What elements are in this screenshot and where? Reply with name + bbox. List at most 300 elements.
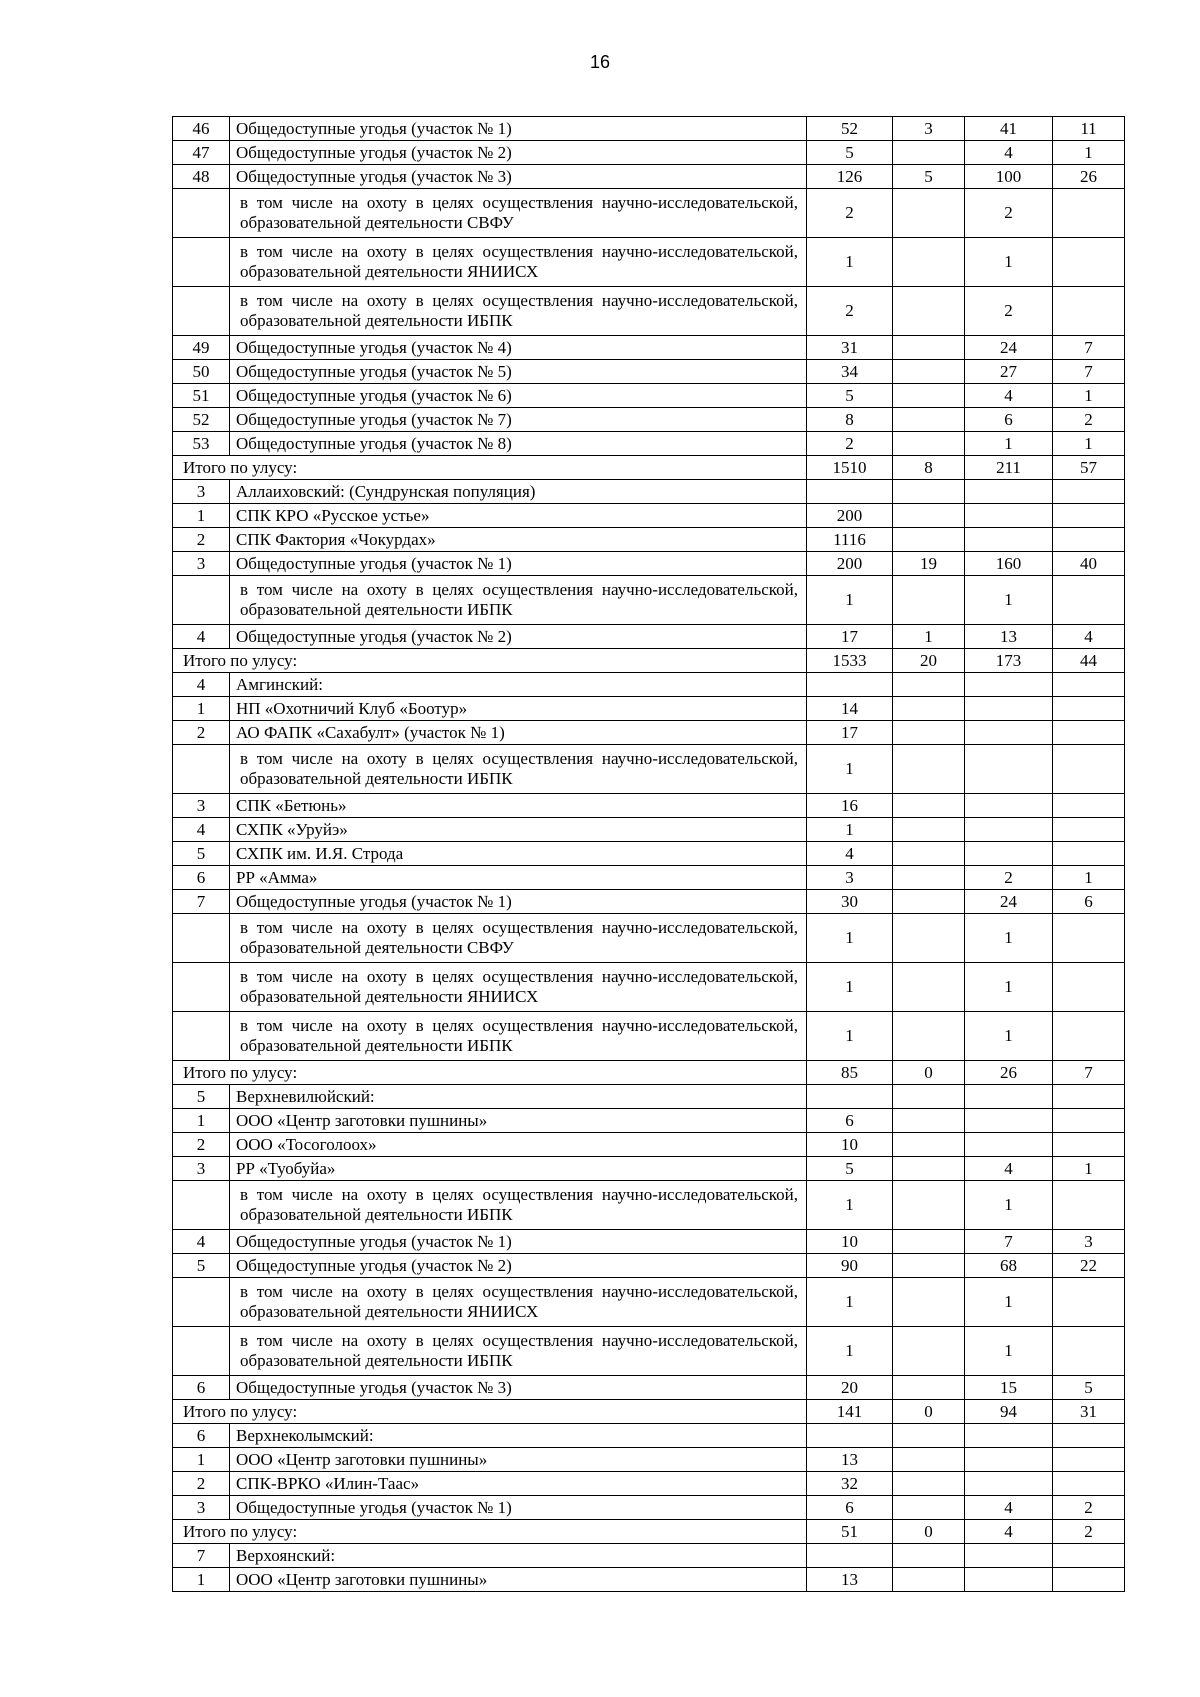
row-number: 47 bbox=[173, 141, 230, 165]
row-number: 2 bbox=[173, 721, 230, 745]
table-row bbox=[173, 1472, 1125, 1496]
value-cell-1: 1 bbox=[807, 1327, 893, 1376]
value-cell-4 bbox=[1053, 1448, 1125, 1472]
row-number bbox=[173, 287, 230, 336]
row-name: в том числе на охоту в целях осуществления научно-исследовательской, образовательной деятельности ИБПК bbox=[230, 745, 807, 794]
row-name: Общедоступные угодья (участок № 8) bbox=[230, 432, 807, 456]
value-cell-3: 26 bbox=[965, 1061, 1053, 1085]
value-cell-3: 7 bbox=[965, 1230, 1053, 1254]
subitem-row bbox=[173, 745, 1125, 794]
value-cell-1: 16 bbox=[807, 794, 893, 818]
value-cell-3: 27 bbox=[965, 360, 1053, 384]
table-row bbox=[173, 818, 1125, 842]
row-number: 5 bbox=[173, 1085, 230, 1109]
value-cell-1: 10 bbox=[807, 1133, 893, 1157]
row-number: 7 bbox=[173, 1544, 230, 1568]
row-name: СПК «Бетюнь» bbox=[230, 794, 807, 818]
value-cell-4: 44 bbox=[1053, 649, 1125, 673]
value-cell-1: 2 bbox=[807, 432, 893, 456]
value-cell-2: 0 bbox=[893, 1400, 965, 1424]
value-cell-4: 26 bbox=[1053, 165, 1125, 189]
value-cell-4 bbox=[1053, 1278, 1125, 1327]
value-cell-2 bbox=[893, 1448, 965, 1472]
value-cell-1: 20 bbox=[807, 1376, 893, 1400]
value-cell-3: 1 bbox=[965, 914, 1053, 963]
row-name: ООО «Центр заготовки пушнины» bbox=[230, 1448, 807, 1472]
value-cell-4: 11 bbox=[1053, 117, 1125, 141]
value-cell-4 bbox=[1053, 963, 1125, 1012]
row-name: Верхнеколымский: bbox=[230, 1424, 807, 1448]
value-cell-4: 1 bbox=[1053, 432, 1125, 456]
value-cell-3: 6 bbox=[965, 408, 1053, 432]
row-name: Общедоступные угодья (участок № 7) bbox=[230, 408, 807, 432]
value-cell-1: 1 bbox=[807, 238, 893, 287]
row-name: Общедоступные угодья (участок № 1) bbox=[230, 552, 807, 576]
subitem-row bbox=[173, 1327, 1125, 1376]
row-name: в том числе на охоту в целях осуществления научно-исследовательской, образовательной деятельности ИБПК bbox=[230, 576, 807, 625]
value-cell-4: 5 bbox=[1053, 1376, 1125, 1400]
value-cell-3 bbox=[965, 1544, 1053, 1568]
value-cell-3 bbox=[965, 721, 1053, 745]
row-name: ООО «Центр заготовки пушнины» bbox=[230, 1109, 807, 1133]
value-cell-4: 3 bbox=[1053, 1230, 1125, 1254]
value-cell-2 bbox=[893, 432, 965, 456]
value-cell-3: 1 bbox=[965, 432, 1053, 456]
value-cell-1: 4 bbox=[807, 842, 893, 866]
value-cell-4 bbox=[1053, 1012, 1125, 1061]
value-cell-1: 1510 bbox=[807, 456, 893, 480]
value-cell-3 bbox=[965, 1133, 1053, 1157]
row-number bbox=[173, 745, 230, 794]
value-cell-1: 200 bbox=[807, 504, 893, 528]
value-cell-2 bbox=[893, 360, 965, 384]
table-row bbox=[173, 890, 1125, 914]
row-number bbox=[173, 1012, 230, 1061]
value-cell-1: 51 bbox=[807, 1520, 893, 1544]
value-cell-2 bbox=[893, 1109, 965, 1133]
row-number bbox=[173, 1278, 230, 1327]
value-cell-1: 10 bbox=[807, 1230, 893, 1254]
table-row bbox=[173, 794, 1125, 818]
quota-table bbox=[172, 116, 1125, 1592]
row-name: РР «Туобуйа» bbox=[230, 1157, 807, 1181]
value-cell-3: 2 bbox=[965, 189, 1053, 238]
value-cell-2 bbox=[893, 1085, 965, 1109]
value-cell-4 bbox=[1053, 818, 1125, 842]
value-cell-1: 31 bbox=[807, 336, 893, 360]
row-name: Общедоступные угодья (участок № 3) bbox=[230, 165, 807, 189]
value-cell-1 bbox=[807, 480, 893, 504]
total-label: Итого по улусу: bbox=[173, 456, 807, 480]
row-number bbox=[173, 576, 230, 625]
value-cell-3: 100 bbox=[965, 165, 1053, 189]
row-name: в том числе на охоту в целях осуществления научно-исследовательской, образовательной деятельности ЯНИИСХ bbox=[230, 963, 807, 1012]
value-cell-2 bbox=[893, 287, 965, 336]
row-name: ООО «Центр заготовки пушнины» bbox=[230, 1568, 807, 1592]
table-row bbox=[173, 1544, 1125, 1568]
value-cell-1: 13 bbox=[807, 1568, 893, 1592]
row-number: 3 bbox=[173, 552, 230, 576]
row-number: 52 bbox=[173, 408, 230, 432]
value-cell-4: 22 bbox=[1053, 1254, 1125, 1278]
table-row bbox=[173, 1109, 1125, 1133]
row-name: Амгинский: bbox=[230, 673, 807, 697]
value-cell-1: 1 bbox=[807, 1012, 893, 1061]
total-row bbox=[173, 1520, 1125, 1544]
value-cell-1: 6 bbox=[807, 1109, 893, 1133]
value-cell-2 bbox=[893, 1424, 965, 1448]
value-cell-3: 1 bbox=[965, 576, 1053, 625]
value-cell-2 bbox=[893, 576, 965, 625]
value-cell-3 bbox=[965, 1085, 1053, 1109]
value-cell-4 bbox=[1053, 528, 1125, 552]
value-cell-4: 7 bbox=[1053, 336, 1125, 360]
value-cell-2: 19 bbox=[893, 552, 965, 576]
row-number: 50 bbox=[173, 360, 230, 384]
table-row bbox=[173, 141, 1125, 165]
value-cell-2 bbox=[893, 1472, 965, 1496]
value-cell-4 bbox=[1053, 238, 1125, 287]
table-row bbox=[173, 1496, 1125, 1520]
value-cell-1: 200 bbox=[807, 552, 893, 576]
subitem-row bbox=[173, 963, 1125, 1012]
value-cell-1: 1 bbox=[807, 818, 893, 842]
value-cell-3: 1 bbox=[965, 963, 1053, 1012]
value-cell-4: 31 bbox=[1053, 1400, 1125, 1424]
total-label: Итого по улусу: bbox=[173, 1061, 807, 1085]
value-cell-3 bbox=[965, 1424, 1053, 1448]
subitem-row bbox=[173, 238, 1125, 287]
row-name: Общедоступные угодья (участок № 1) bbox=[230, 890, 807, 914]
value-cell-2 bbox=[893, 1568, 965, 1592]
value-cell-4: 7 bbox=[1053, 1061, 1125, 1085]
table-row bbox=[173, 1448, 1125, 1472]
row-number bbox=[173, 963, 230, 1012]
row-name: Общедоступные угодья (участок № 1) bbox=[230, 1230, 807, 1254]
table-row bbox=[173, 1424, 1125, 1448]
value-cell-4 bbox=[1053, 721, 1125, 745]
row-number bbox=[173, 238, 230, 287]
row-number: 48 bbox=[173, 165, 230, 189]
table-row bbox=[173, 625, 1125, 649]
row-number bbox=[173, 1327, 230, 1376]
row-number: 1 bbox=[173, 1448, 230, 1472]
row-number: 4 bbox=[173, 625, 230, 649]
value-cell-4 bbox=[1053, 842, 1125, 866]
value-cell-3 bbox=[965, 673, 1053, 697]
value-cell-1: 17 bbox=[807, 625, 893, 649]
subitem-row bbox=[173, 1181, 1125, 1230]
value-cell-3: 24 bbox=[965, 890, 1053, 914]
table-row bbox=[173, 480, 1125, 504]
value-cell-2 bbox=[893, 1376, 965, 1400]
value-cell-1: 2 bbox=[807, 287, 893, 336]
value-cell-3: 13 bbox=[965, 625, 1053, 649]
row-name: Общедоступные угодья (участок № 1) bbox=[230, 117, 807, 141]
value-cell-2 bbox=[893, 673, 965, 697]
value-cell-3 bbox=[965, 480, 1053, 504]
value-cell-1 bbox=[807, 673, 893, 697]
value-cell-1: 2 bbox=[807, 189, 893, 238]
row-number: 6 bbox=[173, 866, 230, 890]
value-cell-3 bbox=[965, 504, 1053, 528]
value-cell-2: 0 bbox=[893, 1061, 965, 1085]
value-cell-1: 32 bbox=[807, 1472, 893, 1496]
value-cell-3: 173 bbox=[965, 649, 1053, 673]
value-cell-4 bbox=[1053, 914, 1125, 963]
value-cell-1 bbox=[807, 1424, 893, 1448]
value-cell-1: 126 bbox=[807, 165, 893, 189]
table-row bbox=[173, 336, 1125, 360]
table-row bbox=[173, 1085, 1125, 1109]
value-cell-3: 160 bbox=[965, 552, 1053, 576]
row-name: в том числе на охоту в целях осуществления научно-исследовательской, образовательной деятельности СВФУ bbox=[230, 914, 807, 963]
row-name: в том числе на охоту в целях осуществления научно-исследовательской, образовательной деятельности ИБПК bbox=[230, 1327, 807, 1376]
row-name: ООО «Тосоголоох» bbox=[230, 1133, 807, 1157]
value-cell-1: 17 bbox=[807, 721, 893, 745]
total-label: Итого по улусу: bbox=[173, 1520, 807, 1544]
table-row bbox=[173, 1254, 1125, 1278]
table-row bbox=[173, 165, 1125, 189]
value-cell-1: 1 bbox=[807, 1181, 893, 1230]
row-number: 1 bbox=[173, 504, 230, 528]
value-cell-4 bbox=[1053, 745, 1125, 794]
row-number: 4 bbox=[173, 818, 230, 842]
row-number: 6 bbox=[173, 1424, 230, 1448]
row-name: Общедоступные угодья (участок № 6) bbox=[230, 384, 807, 408]
value-cell-2 bbox=[893, 890, 965, 914]
value-cell-1: 14 bbox=[807, 697, 893, 721]
subitem-row bbox=[173, 1012, 1125, 1061]
value-cell-1 bbox=[807, 1085, 893, 1109]
value-cell-1: 6 bbox=[807, 1496, 893, 1520]
value-cell-2 bbox=[893, 238, 965, 287]
value-cell-1: 141 bbox=[807, 1400, 893, 1424]
row-name: СПК-ВРКО «Илин-Таас» bbox=[230, 1472, 807, 1496]
value-cell-2 bbox=[893, 963, 965, 1012]
value-cell-4 bbox=[1053, 576, 1125, 625]
value-cell-1: 1 bbox=[807, 576, 893, 625]
row-name: в том числе на охоту в целях осуществления научно-исследовательской, образовательной деятельности СВФУ bbox=[230, 189, 807, 238]
value-cell-2 bbox=[893, 1230, 965, 1254]
value-cell-3: 4 bbox=[965, 1496, 1053, 1520]
value-cell-1: 1 bbox=[807, 745, 893, 794]
value-cell-2 bbox=[893, 408, 965, 432]
value-cell-1: 5 bbox=[807, 141, 893, 165]
row-number: 4 bbox=[173, 1230, 230, 1254]
value-cell-4: 40 bbox=[1053, 552, 1125, 576]
row-number: 3 bbox=[173, 1496, 230, 1520]
value-cell-3 bbox=[965, 697, 1053, 721]
value-cell-3 bbox=[965, 842, 1053, 866]
value-cell-3: 1 bbox=[965, 238, 1053, 287]
value-cell-1: 30 bbox=[807, 890, 893, 914]
value-cell-4: 1 bbox=[1053, 141, 1125, 165]
value-cell-4 bbox=[1053, 1109, 1125, 1133]
value-cell-1: 1533 bbox=[807, 649, 893, 673]
row-number: 1 bbox=[173, 1568, 230, 1592]
row-number: 51 bbox=[173, 384, 230, 408]
table-row bbox=[173, 721, 1125, 745]
row-number: 53 bbox=[173, 432, 230, 456]
value-cell-2 bbox=[893, 866, 965, 890]
value-cell-2 bbox=[893, 189, 965, 238]
row-name: Общедоступные угодья (участок № 2) bbox=[230, 141, 807, 165]
value-cell-4 bbox=[1053, 1568, 1125, 1592]
value-cell-2 bbox=[893, 794, 965, 818]
row-number: 2 bbox=[173, 1133, 230, 1157]
value-cell-2 bbox=[893, 1012, 965, 1061]
row-name: РР «Амма» bbox=[230, 866, 807, 890]
value-cell-4: 2 bbox=[1053, 1496, 1125, 1520]
row-name: Общедоступные угодья (участок № 4) bbox=[230, 336, 807, 360]
row-name: НП «Охотничий Клуб «Боотур» bbox=[230, 697, 807, 721]
value-cell-4: 2 bbox=[1053, 408, 1125, 432]
value-cell-2: 5 bbox=[893, 165, 965, 189]
value-cell-3: 4 bbox=[965, 1520, 1053, 1544]
row-name: СХПК «Уруйэ» bbox=[230, 818, 807, 842]
value-cell-4 bbox=[1053, 1181, 1125, 1230]
value-cell-2 bbox=[893, 1133, 965, 1157]
row-name: в том числе на охоту в целях осуществления научно-исследовательской, образовательной деятельности ЯНИИСХ bbox=[230, 238, 807, 287]
row-name: Верхоянский: bbox=[230, 1544, 807, 1568]
value-cell-3: 1 bbox=[965, 1012, 1053, 1061]
subitem-row bbox=[173, 1278, 1125, 1327]
row-name: Верхневилюйский: bbox=[230, 1085, 807, 1109]
table-row bbox=[173, 1376, 1125, 1400]
subitem-row bbox=[173, 189, 1125, 238]
value-cell-3: 15 bbox=[965, 1376, 1053, 1400]
value-cell-3: 94 bbox=[965, 1400, 1053, 1424]
value-cell-3 bbox=[965, 528, 1053, 552]
value-cell-2 bbox=[893, 745, 965, 794]
value-cell-1: 90 bbox=[807, 1254, 893, 1278]
value-cell-4 bbox=[1053, 504, 1125, 528]
value-cell-4 bbox=[1053, 1544, 1125, 1568]
value-cell-4 bbox=[1053, 794, 1125, 818]
value-cell-4: 2 bbox=[1053, 1520, 1125, 1544]
value-cell-2 bbox=[893, 1496, 965, 1520]
value-cell-1: 1 bbox=[807, 1278, 893, 1327]
value-cell-3 bbox=[965, 818, 1053, 842]
table-row bbox=[173, 117, 1125, 141]
value-cell-3: 4 bbox=[965, 384, 1053, 408]
table-row bbox=[173, 842, 1125, 866]
value-cell-3 bbox=[965, 1448, 1053, 1472]
table-row bbox=[173, 384, 1125, 408]
row-name: Общедоступные угодья (участок № 1) bbox=[230, 1496, 807, 1520]
page-number: 16 bbox=[589, 52, 611, 72]
row-number bbox=[173, 1181, 230, 1230]
value-cell-3: 68 bbox=[965, 1254, 1053, 1278]
row-name: Аллаиховский: (Сундрунская популяция) bbox=[230, 480, 807, 504]
value-cell-1 bbox=[807, 1544, 893, 1568]
subitem-row bbox=[173, 576, 1125, 625]
value-cell-2: 0 bbox=[893, 1520, 965, 1544]
value-cell-4 bbox=[1053, 189, 1125, 238]
value-cell-1: 1 bbox=[807, 914, 893, 963]
total-row bbox=[173, 649, 1125, 673]
value-cell-2 bbox=[893, 697, 965, 721]
value-cell-2 bbox=[893, 1278, 965, 1327]
row-number: 49 bbox=[173, 336, 230, 360]
table-row bbox=[173, 504, 1125, 528]
row-number: 1 bbox=[173, 1109, 230, 1133]
row-name: СХПК им. И.Я. Строда bbox=[230, 842, 807, 866]
value-cell-2: 1 bbox=[893, 625, 965, 649]
table-row bbox=[173, 432, 1125, 456]
value-cell-1: 1 bbox=[807, 963, 893, 1012]
value-cell-1: 34 bbox=[807, 360, 893, 384]
row-number bbox=[173, 914, 230, 963]
table-row bbox=[173, 552, 1125, 576]
row-number: 5 bbox=[173, 842, 230, 866]
value-cell-2: 8 bbox=[893, 456, 965, 480]
table-row bbox=[173, 1568, 1125, 1592]
value-cell-3 bbox=[965, 1568, 1053, 1592]
table-row bbox=[173, 866, 1125, 890]
row-number: 46 bbox=[173, 117, 230, 141]
row-number: 3 bbox=[173, 1157, 230, 1181]
value-cell-2 bbox=[893, 384, 965, 408]
row-name: Общедоступные угодья (участок № 2) bbox=[230, 1254, 807, 1278]
value-cell-1: 13 bbox=[807, 1448, 893, 1472]
row-name: СПК КРО «Русское устье» bbox=[230, 504, 807, 528]
value-cell-4: 7 bbox=[1053, 360, 1125, 384]
value-cell-3 bbox=[965, 1472, 1053, 1496]
value-cell-2 bbox=[893, 1181, 965, 1230]
table-row bbox=[173, 1157, 1125, 1181]
row-name: Общедоступные угодья (участок № 2) bbox=[230, 625, 807, 649]
value-cell-2 bbox=[893, 504, 965, 528]
value-cell-2 bbox=[893, 1254, 965, 1278]
value-cell-3: 1 bbox=[965, 1278, 1053, 1327]
value-cell-4 bbox=[1053, 1133, 1125, 1157]
value-cell-2 bbox=[893, 721, 965, 745]
value-cell-3: 1 bbox=[965, 1181, 1053, 1230]
value-cell-4 bbox=[1053, 1472, 1125, 1496]
value-cell-3 bbox=[965, 794, 1053, 818]
value-cell-4: 57 bbox=[1053, 456, 1125, 480]
row-number: 1 bbox=[173, 697, 230, 721]
value-cell-3: 4 bbox=[965, 141, 1053, 165]
value-cell-1: 5 bbox=[807, 384, 893, 408]
value-cell-4: 1 bbox=[1053, 384, 1125, 408]
value-cell-3: 24 bbox=[965, 336, 1053, 360]
value-cell-4: 1 bbox=[1053, 1157, 1125, 1181]
total-label: Итого по улусу: bbox=[173, 649, 807, 673]
value-cell-2: 20 bbox=[893, 649, 965, 673]
value-cell-3: 4 bbox=[965, 1157, 1053, 1181]
value-cell-2 bbox=[893, 528, 965, 552]
total-row bbox=[173, 1400, 1125, 1424]
value-cell-3: 41 bbox=[965, 117, 1053, 141]
value-cell-2 bbox=[893, 914, 965, 963]
value-cell-4 bbox=[1053, 287, 1125, 336]
row-name: в том числе на охоту в целях осуществления научно-исследовательской, образовательной деятельности ИБПК bbox=[230, 1181, 807, 1230]
subitem-row bbox=[173, 914, 1125, 963]
row-number: 4 bbox=[173, 673, 230, 697]
value-cell-4: 1 bbox=[1053, 866, 1125, 890]
value-cell-3: 1 bbox=[965, 1327, 1053, 1376]
value-cell-2 bbox=[893, 842, 965, 866]
value-cell-2 bbox=[893, 818, 965, 842]
value-cell-4 bbox=[1053, 480, 1125, 504]
row-number: 6 bbox=[173, 1376, 230, 1400]
value-cell-3 bbox=[965, 1109, 1053, 1133]
row-number: 3 bbox=[173, 480, 230, 504]
row-number: 2 bbox=[173, 528, 230, 552]
